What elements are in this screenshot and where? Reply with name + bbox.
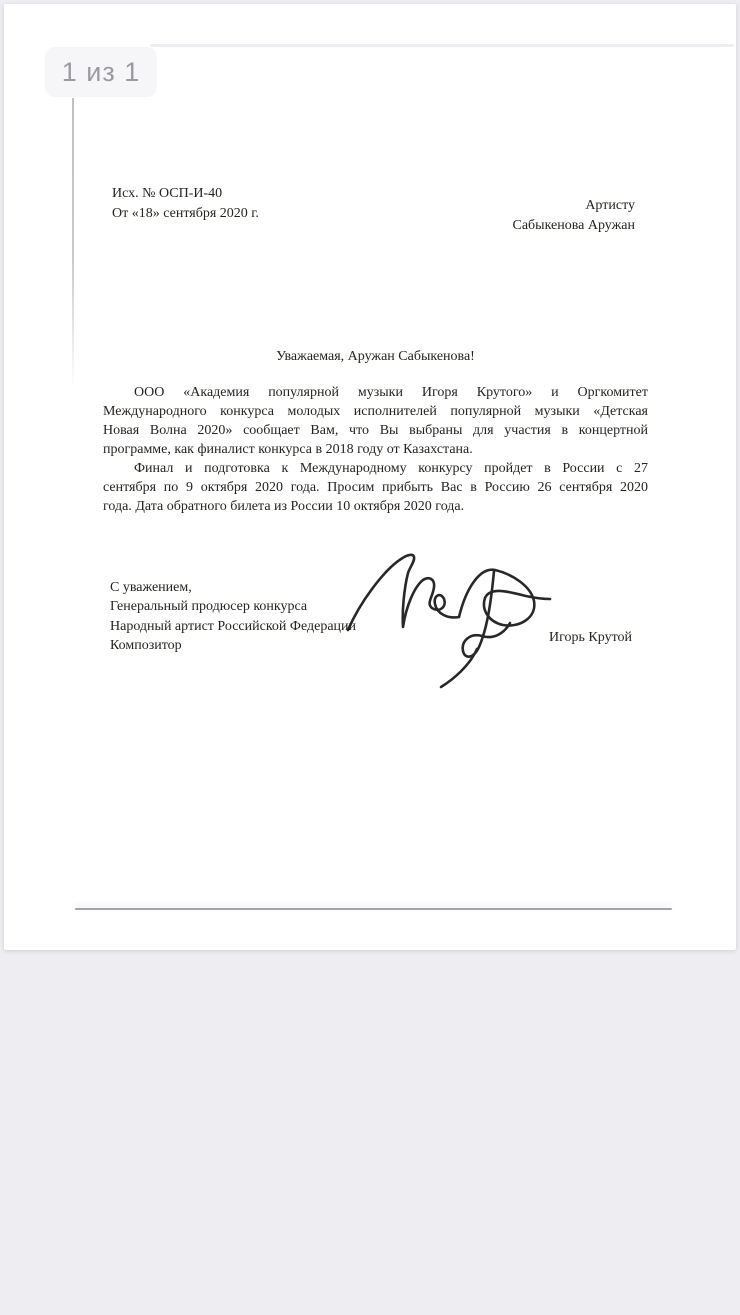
letter-closing-block <box>110 578 356 655</box>
body-line: программе, как финалист конкурса в 2018 году от Казахстана. <box>103 442 473 457</box>
closing-line: Народный артист Российской Федерации <box>110 618 357 634</box>
closing-line: С уважением, <box>110 580 192 595</box>
page-indicator-badge <box>45 47 157 97</box>
letter-salutation: Уважаемая, Аружан Сабыкенова! <box>276 349 475 364</box>
closing-line: Генеральный продюсер конкурса <box>110 599 308 615</box>
letter-body <box>103 383 648 516</box>
body-line: года. Дата обратного билета из России 10 октября 2020 года. <box>103 499 465 514</box>
body-line: Новая Волна 2020» сообщает Вам, что Вы выбраны для участия в концертной <box>103 423 648 438</box>
letter-date: От «18» сентября 2020 г. <box>112 205 259 221</box>
closing-line: Композитор <box>110 637 182 653</box>
body-line: Финал и подготовка к Международному конкурсу пройдет в России с 27 <box>134 461 648 476</box>
body-line: Международного конкурса молодых исполнителей популярной музыки «Детская <box>103 404 648 419</box>
letter-recipient-block <box>513 196 636 235</box>
signer-name: Игорь Крутой <box>549 630 632 645</box>
scanned-letter-page[interactable] <box>4 4 736 950</box>
letter-reference-block <box>112 184 259 223</box>
outgoing-number: Исх. № ОСП-И-40 <box>112 186 223 201</box>
recipient-title: Артисту <box>585 198 635 213</box>
letter-content <box>4 4 736 950</box>
recipient-name: Сабыкенова Аружан <box>512 217 635 233</box>
page-indicator-label: 1 из 1 <box>61 56 141 87</box>
handwritten-signature <box>338 526 560 708</box>
body-line: ООО «Академия популярной музыки Игоря Крутого» и Оргкомитет <box>134 385 648 400</box>
body-line: сентября по 9 октября 2020 года. Просим прибыть Вас в Россию 26 сентября 2020 <box>103 480 648 495</box>
